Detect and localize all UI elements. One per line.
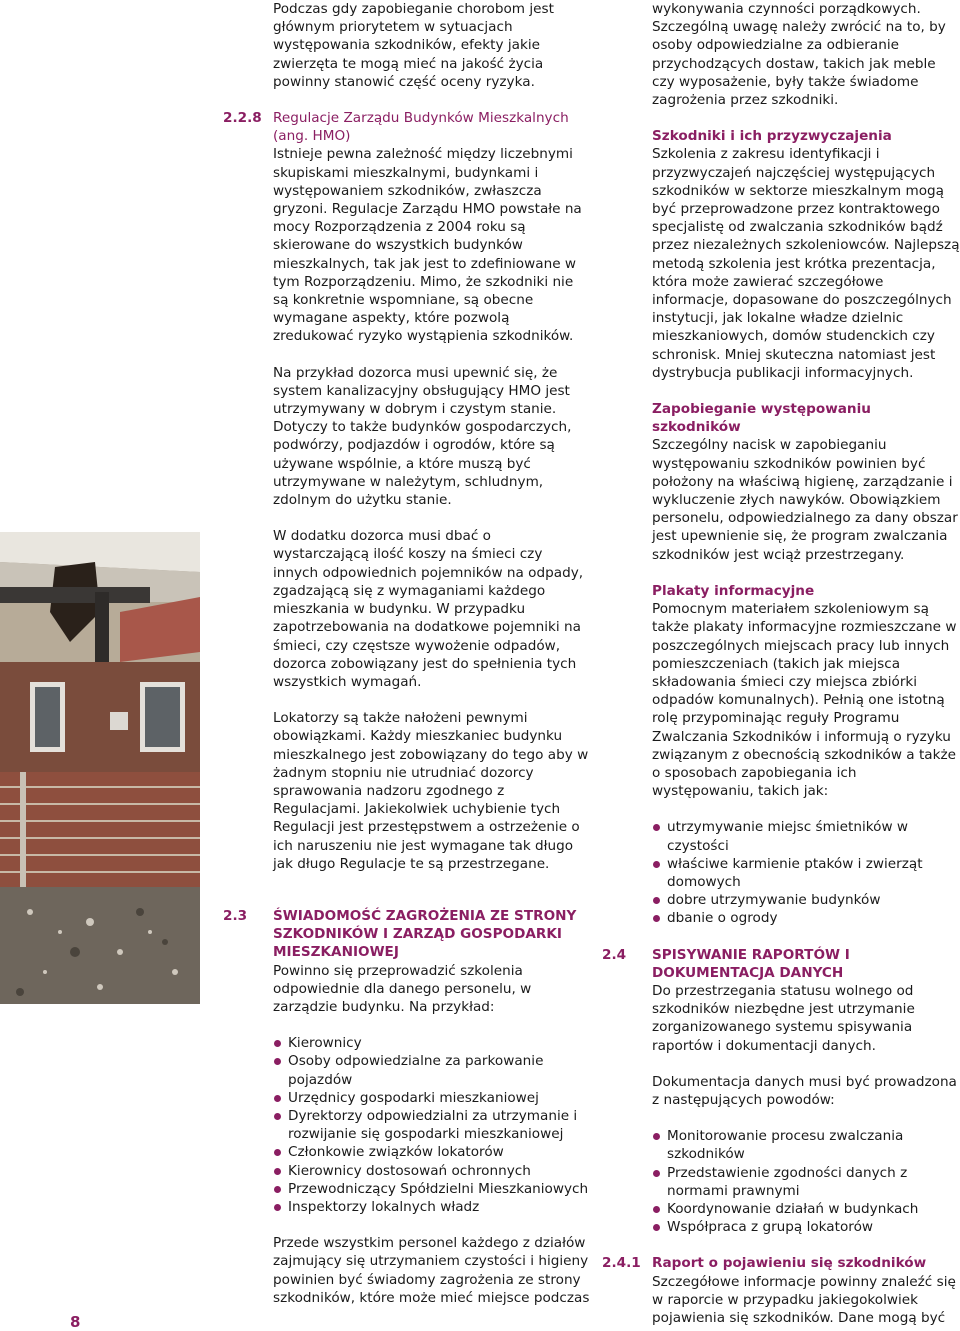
list-item: właściwe karmienie ptaków i zwierząt domowych xyxy=(652,855,960,891)
list-item: Przedstawienie zgodności danych z normami prawnymi xyxy=(652,1164,960,1200)
poster-topics-list xyxy=(652,818,960,927)
paragraph: Szczegółowe informacje powinny znaleźć się w raporcie w przypadku jakiegokolwiek pojawienia się szkodników. Dane mogą być xyxy=(652,1273,956,1326)
middle-column xyxy=(223,0,591,1307)
list-item: Koordynowanie działań w budynkach xyxy=(652,1200,960,1218)
section-title: Raport o pojawieniu się szkodników xyxy=(652,1255,927,1272)
list-item: Dyrektorzy odpowiedzialni za utrzymanie i rozwijanie się gospodarki mieszkaniowej xyxy=(273,1107,591,1143)
section-2-4-1 xyxy=(602,1254,960,1327)
list-item: Przewodniczący Spółdzielni Mieszkaniowych xyxy=(273,1180,591,1198)
section-number: 2.3 xyxy=(223,907,248,924)
section-title: ŚWIADOMOŚĆ ZAGROŻENIA ZE STRONY SZKODNIKÓW I ZARZĄD GOSPODARKI MIESZKANIOWEJ xyxy=(273,907,577,961)
continued-paragraph: wykonywania czynności porządkowych. Szczególną uwagę należy zwrócić na to, by osoby odpowiedzialne za odbieranie przychodzących dostaw, takich jak meble czy wyposażenie, były także świadome zagrożenia przez szkodniki. xyxy=(652,1,946,109)
list-item: Kierownicy dostosowań ochronnych xyxy=(273,1162,591,1180)
paragraph: Pomocnym materiałem szkoleniowym są także plakaty informacyjne rozmieszczane w poszczególnych miejscach pracy lub innych pomieszczeniach (takich jak miejsca składowania śmieci czy miejsca zbiórki odpadów komunalnych). Pełnią one istotną rolę przypominając reguły Programu Zwalczania Szkodników i informują o ryzyku związanym z obecnością szkodników a także o sposobach zapobiegania ich występowaniu, takich jak: xyxy=(652,601,957,800)
list-item: Urzędnicy gospodarki mieszkaniowej xyxy=(273,1089,591,1107)
subheading-prevention: Zapobieganie występowaniu szkodników xyxy=(652,401,871,436)
section-2-4 xyxy=(602,946,960,1237)
section-2-2-8 xyxy=(223,109,591,873)
list-item: dbanie o ogrody xyxy=(652,909,960,927)
documentation-reasons-list xyxy=(652,1127,960,1236)
paragraph: Dokumentacja danych musi być prowadzona z następujących powodów: xyxy=(652,1073,957,1108)
paragraph: Szczególny nacisk w zapobieganiu występowaniu szkodników powinien być położony na właściwą higienę, zarządzanie i wykluczenie złych nawyków. Obowiązkiem personelu, odpowiedzialnego za dany obszar jest upewnienie się, że program zwalczania szkodników jest wciąż przestrzegany. xyxy=(652,437,958,563)
paragraph: Do przestrzegania statusu wolnego od szkodników niezbędne jest utrzymanie zorganizowanego systemu spisywania raportów i dokumentacji danych. xyxy=(652,982,915,1054)
building-photo xyxy=(0,532,200,1004)
right-column xyxy=(602,0,960,1327)
list-item: utrzymywanie miejsc śmietników w czystości xyxy=(652,818,960,854)
list-item: dobre utrzymywanie budynków xyxy=(652,891,960,909)
section-2-3 xyxy=(223,907,591,1307)
paragraph: Istnieje pewna zależność między liczebnymi skupiskami mieszkalnymi, budynkami i występowaniem szkodników, zwłaszcza gryzoni. Regulacje Zarządu HMO powstałe na mocy Rozporządzenia z 2004 roku są skierowane do wszystkich budynków mieszkalnych, tak jak jest to zdefiniowane w tym Rozporządzeniu. Mimo, że szkodniki nie są konkretnie wspomniane, są obecne wymagane aspekty, które pozwolą zredukować ryzyko wystąpienia szkodników. xyxy=(273,146,582,345)
section-number: 2.2.8 xyxy=(223,110,262,127)
section-number: 2.4 xyxy=(602,946,627,963)
intro-paragraph: Podczas gdy zapobieganie chorobom jest głównym priorytetem w sytuacjach występowania szkodników, efekty jakie zwierzęta te mogą mieć na jakość życia powinny stanowić część oceny ryzyka. xyxy=(273,1,554,90)
subheading-posters: Plakaty informacyjne xyxy=(652,582,815,599)
list-item: Współpraca z grupą lokatorów xyxy=(652,1218,960,1236)
section-title: Regulacje Zarządu Budynków Mieszkalnych (ang. HMO) xyxy=(273,110,569,145)
list-item: Monitorowanie procesu zwalczania szkodników xyxy=(652,1127,960,1163)
paragraph: Lokatorzy są także nałożeni pewnymi obowiązkami. Każdy mieszkaniec budynku mieszkalnego jest zobowiązany do tego aby w żadnym stopniu nie utrudniać dozorcy sprawowania nadzoru zgodnego z Regulacjami. Jakiekolwiek uchybienie tych Regulacji jest przestępstwem a ostrzeżenie o ich naruszeniu nie jest wymagane tak długo jak długo Regulacje te są przestrzegane. xyxy=(273,710,589,872)
list-item: Inspektorzy lokalnych władz xyxy=(273,1198,591,1216)
page-number: 8 xyxy=(70,1313,81,1331)
section-title: SPISYWANIE RAPORTÓW I DOKUMENTACJA DANYCH xyxy=(652,946,850,981)
section-number: 2.4.1 xyxy=(602,1255,641,1272)
paragraph: Szkolenia z zakresu identyfikacji i przyzwyczajeń najczęściej występujących szkodników w sektorze mieszkalnym mogą być przeprowadzone przez kontraktowego specjalistę od zwalczania szkodników bądź przez niezależnych szkoleniowców. Najlepszą metodą szkolenia jest krótka prezentacja, która może zawierać szczegółowe informacje, dopasowane do poszczególnych instytucji, jak lokalne władze dzielnic mieszkaniowych, domów studenckich czy schronisk. Mniej skuteczna natomiast jest dystrybucja publikacji informacyjnych. xyxy=(652,146,960,381)
paragraph: Na przykład dozorca musi upewnić się, że system kanalizacyjny obsługujący HMO jest utrzymywany w dobrym i czystym stanie. Dotyczy to także budynków gospodarczych, podwórzy, podjazdów i ogrodów, które są używane wspólnie, a które muszą być utrzymywane w należytym, schludnym, zdolnym do użytku stanie. xyxy=(273,364,572,509)
paragraph: Powinno się przeprowadzić szkolenia odpowiednie dla danego personelu, w zarządzie budynku. Na przykład: xyxy=(273,962,532,1015)
paragraph: W dodatku dozorca musi dbać o wystarczającą ilość koszy na śmieci czy innych odpowiednich pojemników na odpady, zgadzającą się z wymaganiami każdego mieszkania w budynku. W przypadku zapotrzebowania na dodatkowe pojemniki na śmieci, czy częstsze wywożenie odpadów, dozorca zobowiązany jest do spełnienia tych wszystkich wymagań. xyxy=(273,528,584,690)
subheading-habits: Szkodniki i ich przyzwyczajenia xyxy=(652,128,892,145)
staff-list xyxy=(273,1034,591,1216)
paragraph: Przede wszystkim personel każdego z działów zajmujący się utrzymaniem czystości i higieny powinien być świadomy zagrożenia ze strony szkodników, które może mieć miejsce podczas xyxy=(273,1235,590,1306)
list-item: Kierownicy xyxy=(273,1034,591,1052)
list-item: Członkowie związków lokatorów xyxy=(273,1143,591,1161)
list-item: Osoby odpowiedzialne za parkowanie pojazdów xyxy=(273,1052,591,1088)
